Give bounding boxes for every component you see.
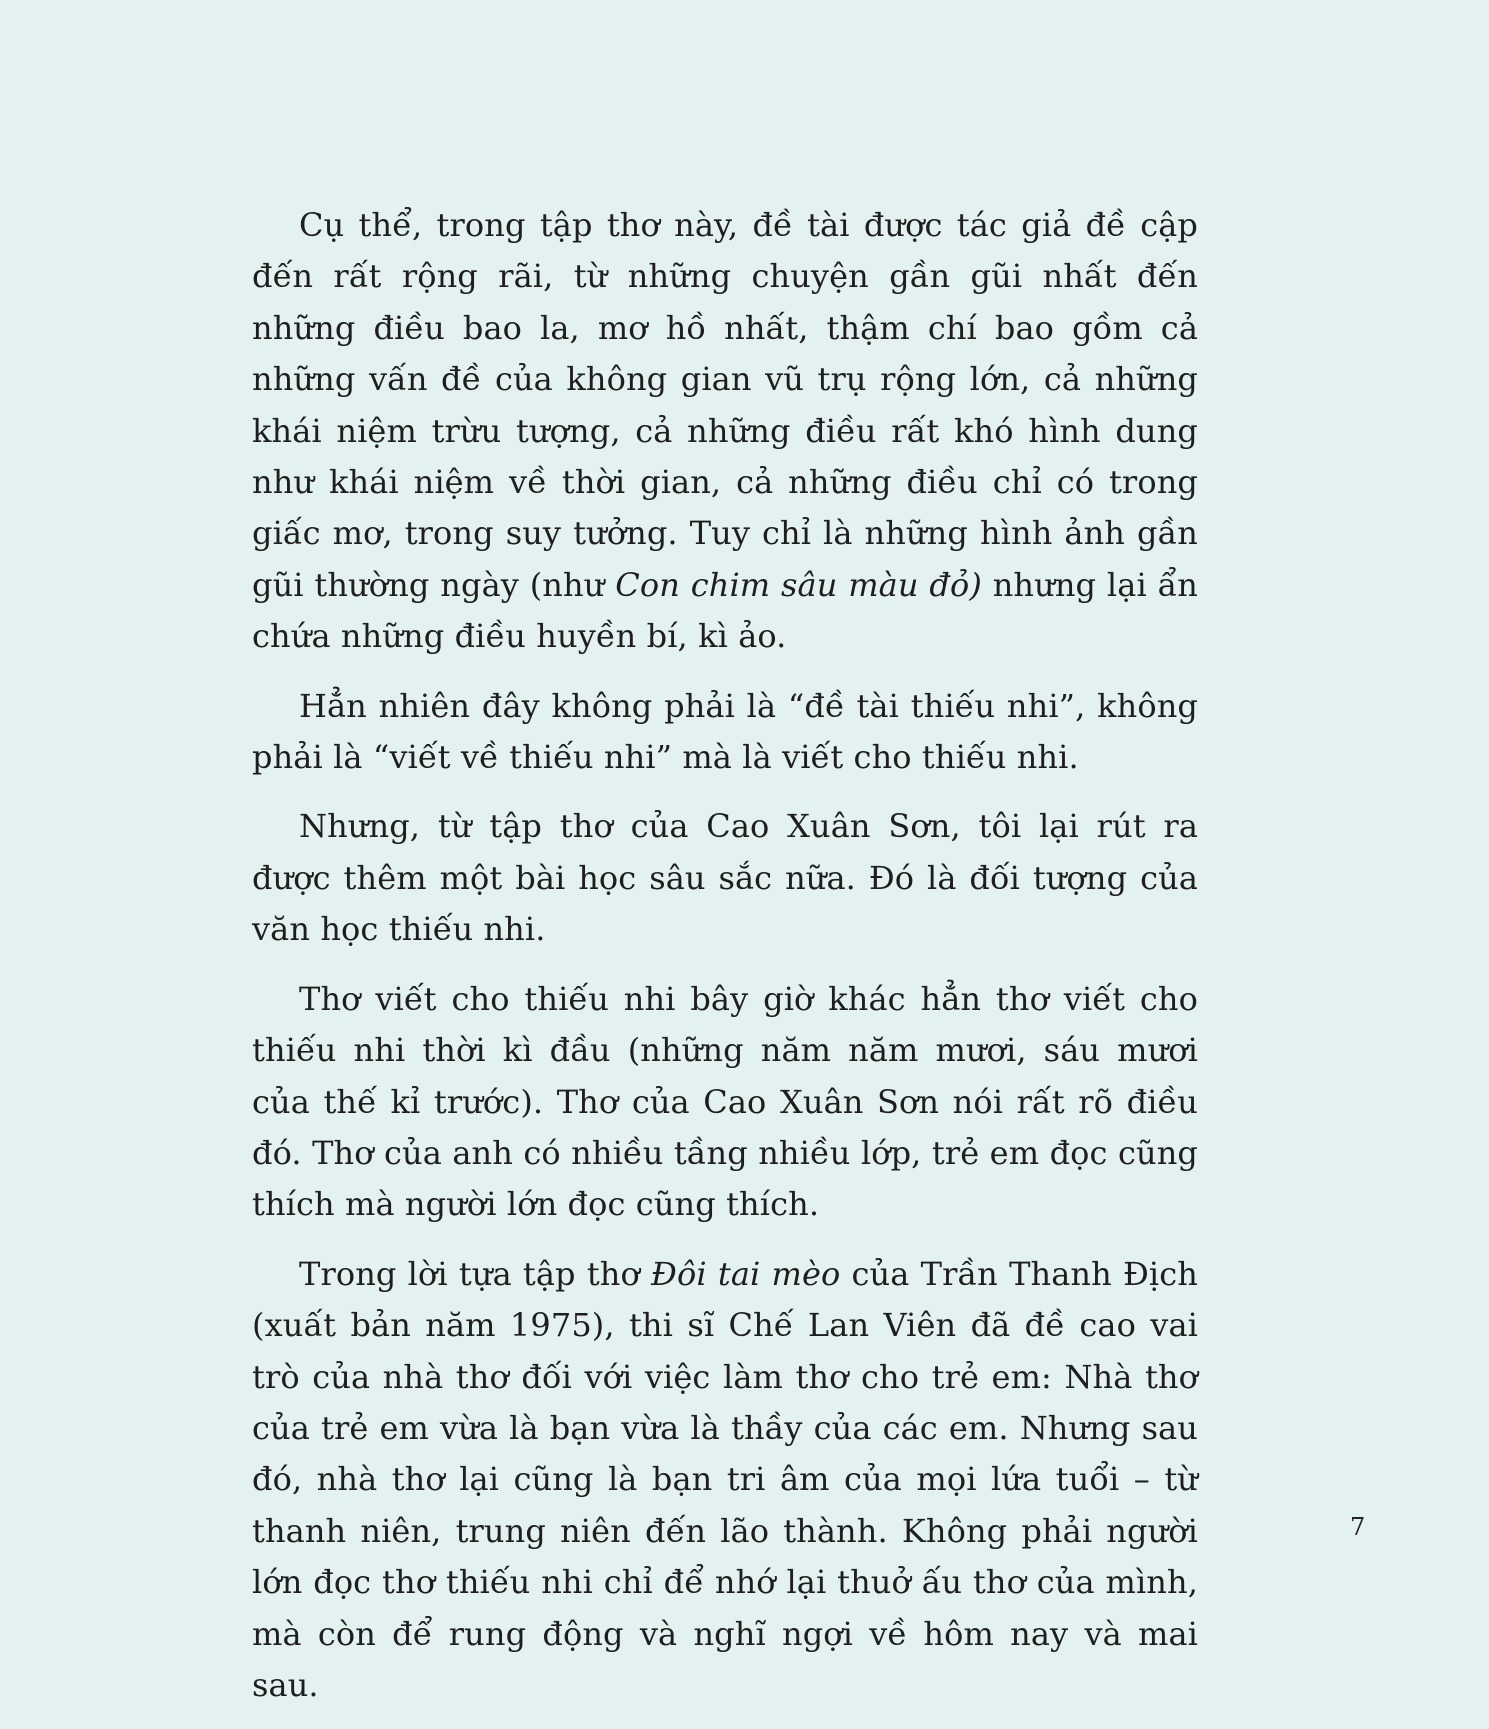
body-text [252, 200, 1198, 1729]
paragraph-4-text: Thơ viết cho thiếu nhi bây giờ khác hẳn thơ viết cho thiếu nhi thời kì đầu (những năm năm mươi, sáu mươi của thế kỉ trước). Thơ của Cao Xuân Sơn nói rất rõ điều đó. Thơ của anh có nhiều tầng nhiều lớp, trẻ em đọc cũng thích mà người lớn đọc cũng thích. [252, 979, 1198, 1224]
paragraph-1-text-2: nhưng lại ẩn chứa những điều huyền bí, kì ảo. [252, 565, 1198, 656]
book-title-doi-tai-meo: Đôi tai mèo [651, 1254, 841, 1293]
paragraph-4 [252, 974, 1198, 1231]
paragraph-3-text: Nhưng, từ tập thơ của Cao Xuân Sơn, tôi lại rút ra được thêm một bài học sâu sắc nữa. Đó là đối tượng của văn học thiếu nhi. [252, 807, 1198, 949]
book-title-con-chim-sau-mau-do: Con chim sâu màu đỏ) [615, 565, 982, 604]
paragraph-3 [252, 801, 1198, 955]
paragraph-1-text-1: Cụ thể, trong tập thơ này, đề tài được tác giả đề cập đến rất rộng rãi, từ những chuyện gần gũi nhất đến những điều bao la, mơ hồ nhất, thậm chí bao gồm cả những vấn đề của không gian vũ trụ rộng lớn, cả những khái niệm trừu tượng, cả những điều rất khó hình dung như khái niệm về thời gian, cả những điều chỉ có trong giấc mơ, trong suy tưởng. Tuy chỉ là những hình ảnh gần gũi thường ngày (như [252, 206, 1198, 604]
paragraph-5 [252, 1249, 1198, 1712]
paragraph-5-text-1: Trong lời tựa tập thơ [299, 1254, 652, 1293]
paragraph-5-text-2: của Trần Thanh Địch (xuất bản năm 1975), thi sĩ Chế Lan Viên đã đề cao vai trò của nhà thơ đối với việc làm thơ cho trẻ em: Nhà thơ của trẻ em vừa là bạn vừa là thầy của các em. Nhưng sau đó, nhà thơ lại cũng là bạn tri âm của mọi lứa tuổi – từ thanh niên, trung niên đến lão thành. Không phải người lớn đọc thơ thiếu nhi chỉ để nhớ lại thuở ấu thơ của mình, mà còn để rung động và nghĩ ngợi về hôm nay và mai sau. [252, 1254, 1198, 1704]
paragraph-2-text: Hẳn nhiên đây không phải là “đề tài thiếu nhi”, không phải là “viết về thiếu nhi” mà là viết cho thiếu nhi. [252, 686, 1198, 777]
paragraph-2 [252, 681, 1198, 784]
page-number: 7 [1350, 1513, 1366, 1541]
paragraph-1 [252, 200, 1198, 663]
